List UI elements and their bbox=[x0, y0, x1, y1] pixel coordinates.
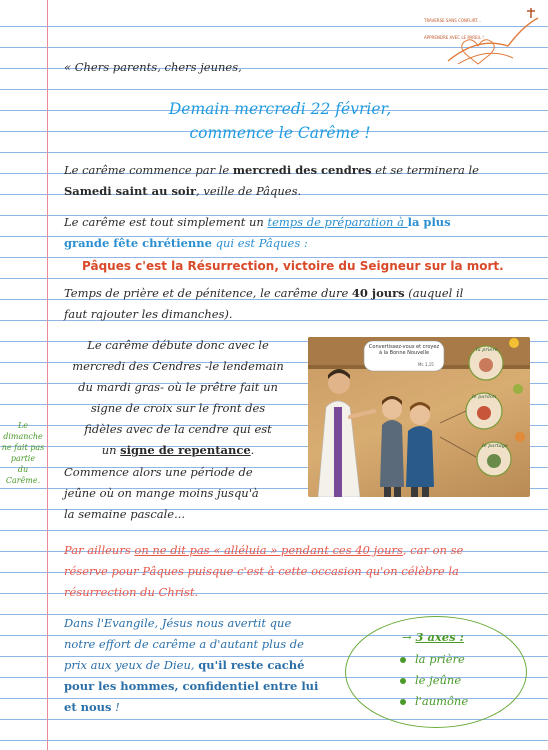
text: réserve pour Pâques puisque c'est à cette occasion qu'on célèbre la bbox=[64, 564, 459, 578]
text: Commence alors une période de bbox=[64, 465, 253, 479]
text: Temps de prière et de pénitence, le carême dure bbox=[64, 286, 352, 300]
bullet-icon bbox=[400, 678, 406, 684]
bullet-icon bbox=[400, 657, 406, 663]
text: notre effort de carême a d'autant plus de bbox=[64, 637, 304, 651]
text-highlight: la plus bbox=[407, 215, 451, 229]
text-bold: 40 jours bbox=[351, 286, 405, 300]
text: qui est Pâques : bbox=[211, 236, 308, 250]
paragraph-alleluia bbox=[64, 540, 534, 603]
text-bold: qu'il reste caché bbox=[198, 658, 305, 672]
text: prix aux yeux de Dieu, bbox=[64, 658, 199, 672]
text: et se terminera le bbox=[371, 163, 479, 177]
text: mercredi des Cendres -le lendemain bbox=[72, 359, 284, 373]
notebook-margin-line bbox=[47, 0, 48, 750]
paragraph-forty-days bbox=[64, 283, 529, 325]
text: du mardi gras- où le prêtre fait un bbox=[78, 380, 278, 394]
text: , veille de Pâques. bbox=[196, 184, 302, 198]
text: le jeûne bbox=[415, 673, 462, 687]
text: Le bbox=[17, 421, 29, 430]
text: signe de croix sur le front des bbox=[90, 401, 266, 415]
text-highlight: temps de préparation à bbox=[267, 215, 408, 229]
text: ne fait pas bbox=[1, 443, 45, 452]
text: partie bbox=[10, 454, 36, 463]
text: l'aumône bbox=[415, 694, 469, 708]
side-note-sunday bbox=[1, 420, 45, 486]
text: fidèles avec de la cendre qui est bbox=[84, 422, 272, 436]
title-line-1: Demain mercredi 22 février, bbox=[168, 100, 392, 118]
logo-graphic bbox=[418, 6, 543, 76]
three-axes-title: 3 axes : bbox=[415, 630, 464, 644]
text-bold: signe de repentance bbox=[120, 443, 251, 457]
illustration-label-priere: la prière bbox=[476, 347, 498, 353]
text-underlined: on ne dit pas « alléluia » pendant ces 40 jours bbox=[134, 543, 403, 557]
list-item bbox=[400, 670, 468, 691]
text: Le carême commence par le bbox=[64, 163, 233, 177]
text: du Carême. bbox=[5, 465, 41, 485]
text: la semaine pascale... bbox=[64, 507, 186, 521]
text: Par ailleurs bbox=[64, 543, 135, 557]
title-line-2: commence le Carême ! bbox=[189, 124, 371, 142]
logo bbox=[418, 6, 543, 76]
text: ! bbox=[111, 700, 120, 714]
illustration-speech-bubble: Convertissez-vous et croyez à la Bonne Nouvelle bbox=[368, 344, 440, 356]
illustration-reference: Mc 1,15 bbox=[418, 362, 434, 367]
text-highlight: grande fête chrétienne bbox=[64, 236, 212, 250]
text-bold: pour les hommes, confidentiel entre lui bbox=[64, 679, 319, 693]
text: Dans l'Evangile, Jésus nous avertit que bbox=[64, 616, 292, 630]
text: dimanche bbox=[3, 432, 43, 441]
illustration-label-pardon: le pardon bbox=[472, 394, 497, 400]
greeting: « Chers parents, chers jeunes, bbox=[64, 60, 242, 74]
text: , car on se bbox=[402, 543, 464, 557]
text: un bbox=[101, 443, 121, 457]
illustration-ash-wednesday bbox=[308, 337, 530, 497]
text: la prière bbox=[415, 652, 465, 666]
illustration-label-partage: le partage bbox=[482, 443, 508, 449]
text-bold: Samedi saint au soir bbox=[64, 184, 197, 198]
logo-text-1: TRAVERSE SANS CONFLIRT... bbox=[424, 18, 481, 23]
paragraph-ashes bbox=[64, 335, 292, 461]
three-axes-oval bbox=[345, 616, 527, 728]
text: . bbox=[250, 443, 255, 457]
text-bold: et nous bbox=[64, 700, 112, 714]
paragraph-ash-wednesday bbox=[64, 160, 524, 202]
paragraph-preparation bbox=[64, 212, 529, 254]
text: faut rajouter les dimanches). bbox=[64, 307, 233, 321]
text: (auquel il bbox=[404, 286, 464, 300]
paragraph-resurrection: Pâques c'est la Résurrection, victoire du Seigneur sur la mort. bbox=[82, 259, 504, 273]
illustration-graphic bbox=[308, 337, 530, 497]
text: Le carême débute donc avec le bbox=[87, 338, 269, 352]
logo-text-2: APPRENDRE AVEC LE PAREIL ! bbox=[424, 35, 484, 40]
bullet-icon bbox=[400, 699, 406, 705]
text-bold: mercredi des cendres bbox=[232, 163, 372, 177]
page-title bbox=[100, 97, 460, 145]
paragraph-fasting bbox=[64, 462, 304, 525]
three-axes-list bbox=[400, 649, 468, 712]
text: Le carême est tout simplement un bbox=[64, 215, 268, 229]
text: jeûne où on mange moins jusqu'à bbox=[64, 486, 259, 500]
arrow-right-icon: → bbox=[402, 630, 412, 644]
three-axes-heading bbox=[402, 630, 464, 644]
list-item bbox=[400, 649, 468, 670]
paragraph-gospel bbox=[64, 613, 344, 718]
list-item bbox=[400, 691, 468, 712]
text: résurrection du Christ. bbox=[64, 585, 199, 599]
